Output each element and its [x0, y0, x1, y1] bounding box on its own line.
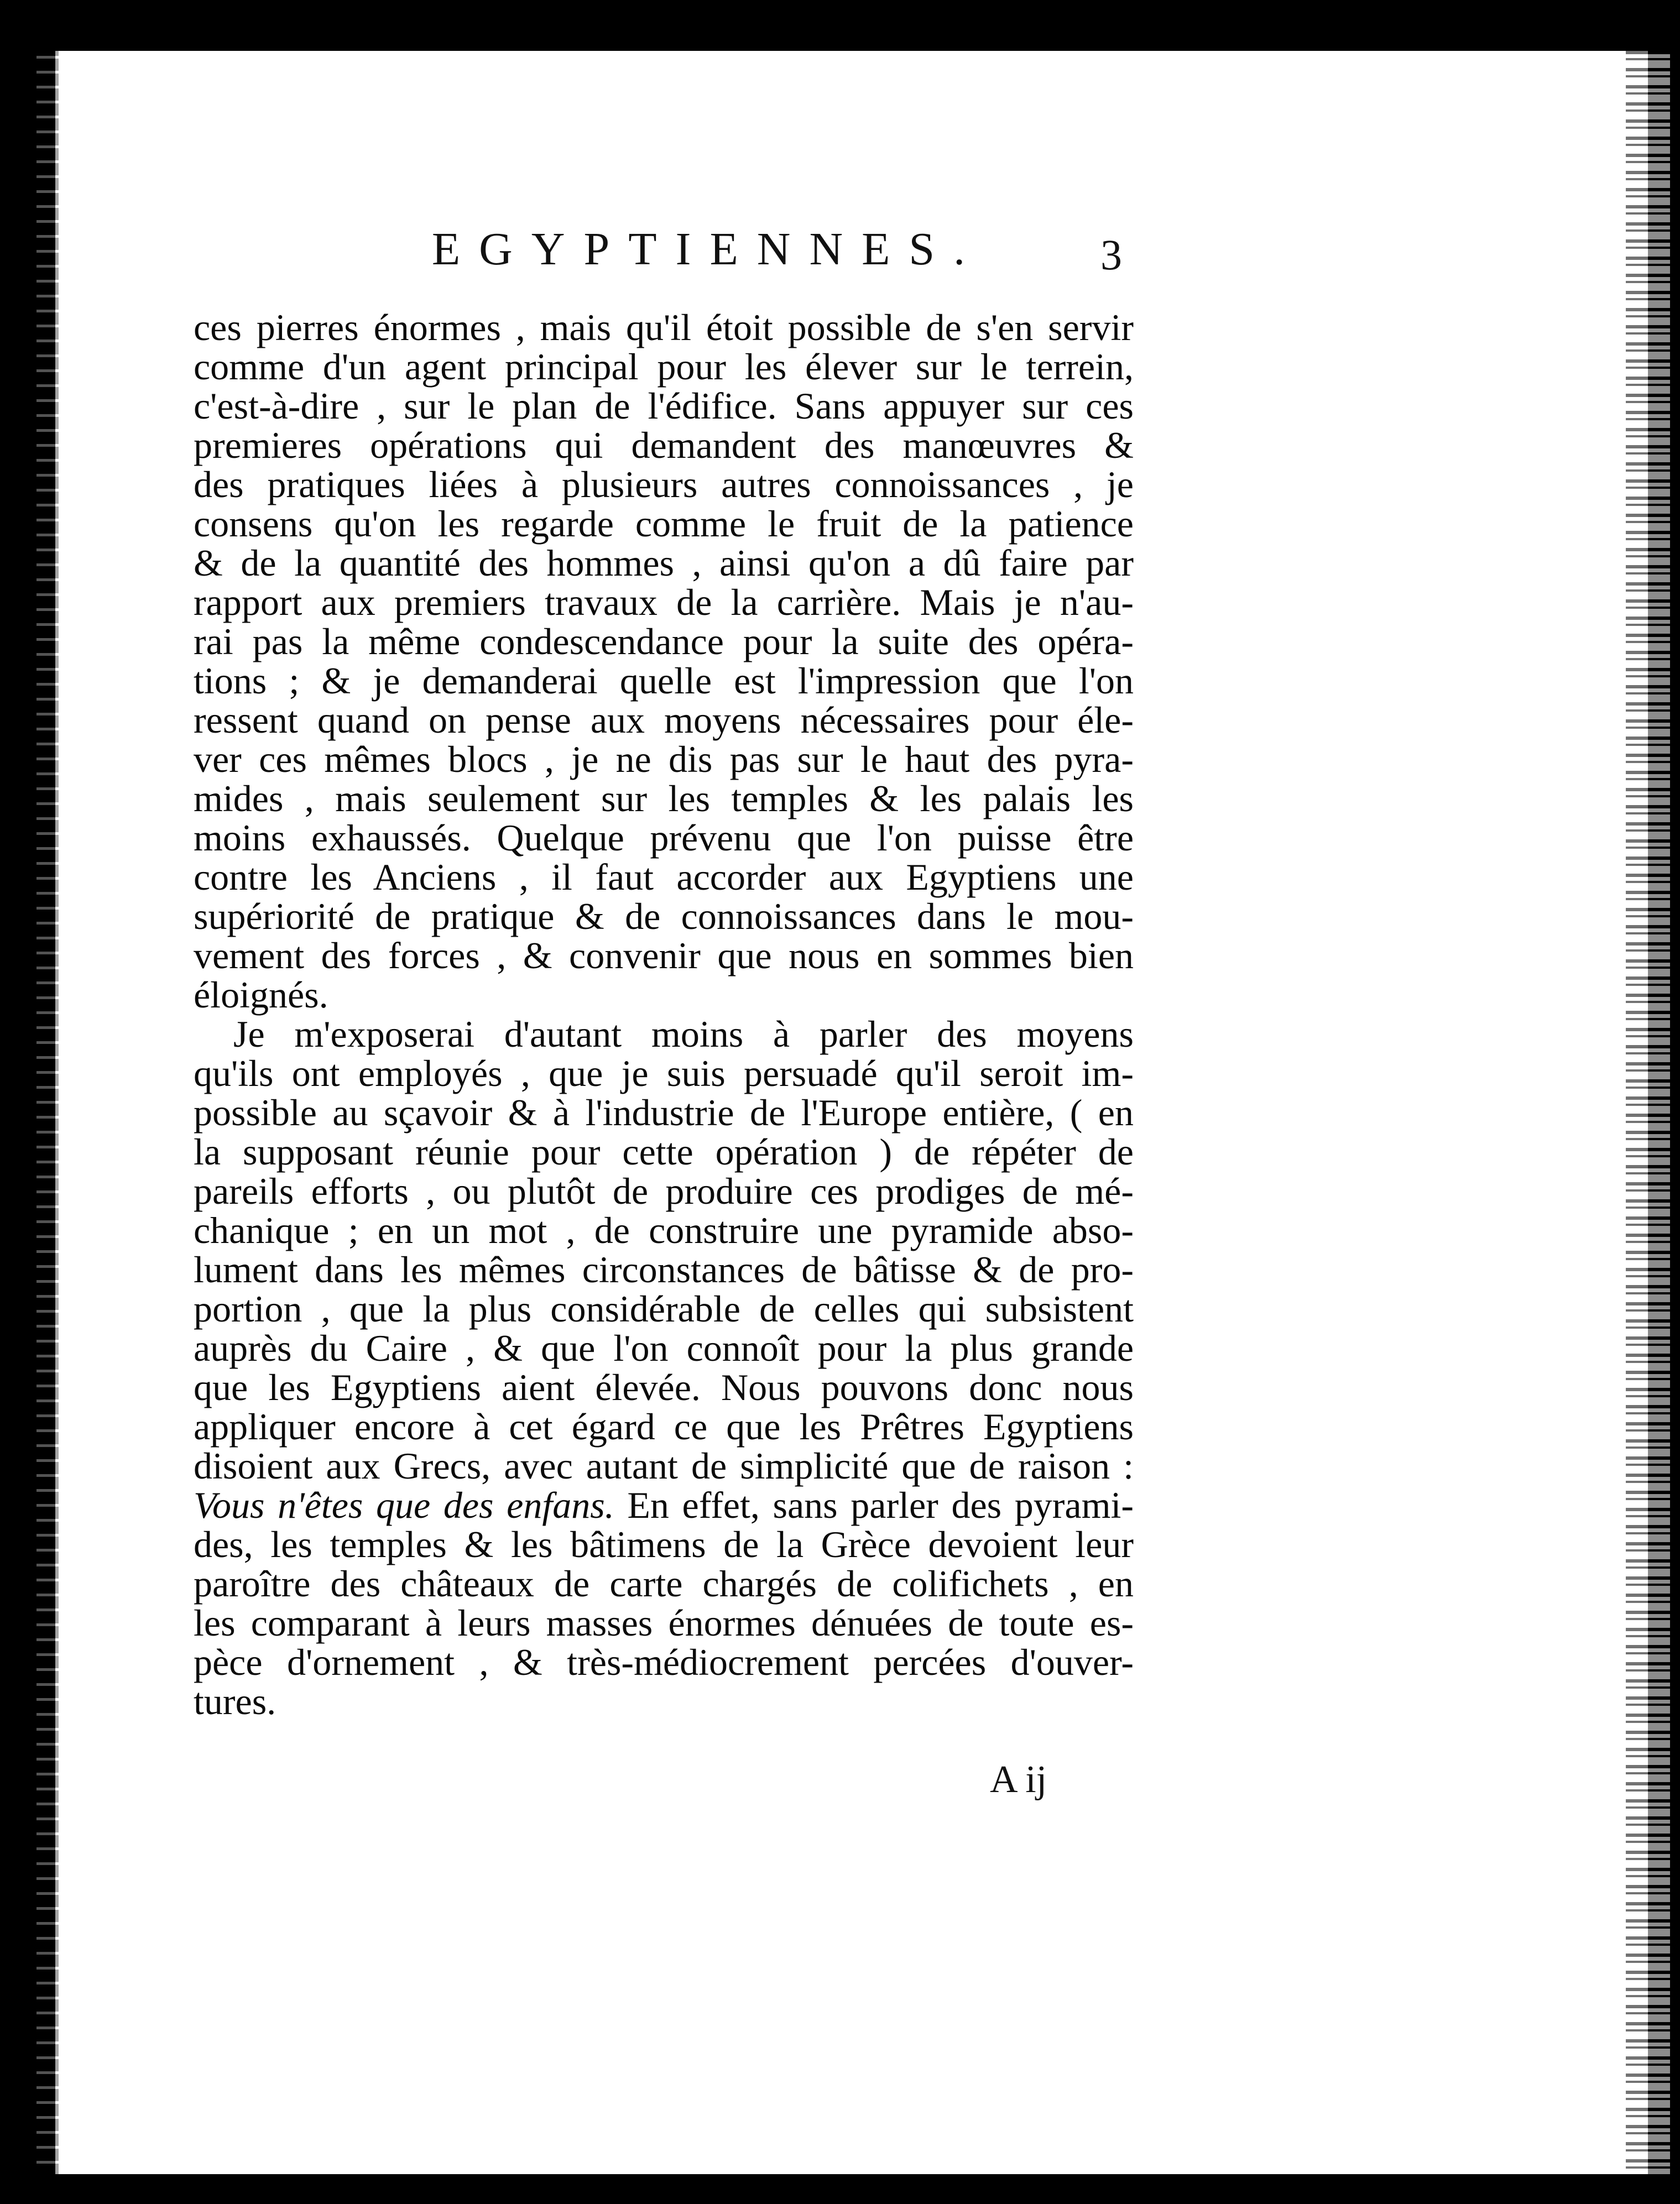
text-line: lument dans les mêmes circonstances de bâtisse & de pro- — [194, 1249, 1134, 1291]
text-line: tions ; & je demanderai quelle est l'impression que l'on — [194, 660, 1134, 702]
text-line: que les Egyptiens aient élevée. Nous pouvons donc nous — [194, 1366, 1134, 1408]
text-line: consens qu'on les regarde comme le fruit de la patience — [194, 503, 1134, 545]
text-line: mides , mais seulement sur les temples & les palais les — [194, 777, 1134, 819]
page-number: 3 — [1100, 231, 1122, 279]
text-line: premieres opérations qui demandent des manœuvres & — [194, 424, 1134, 466]
text-line: rai pas la même condescendance pour la suite des opéra- — [194, 620, 1134, 662]
text-line: possible au sçavoir & à l'industrie de l'Europe entière, ( en — [194, 1091, 1134, 1134]
text-fragment: En effet, sans parler des pyrami- — [614, 1484, 1134, 1526]
text-line: tures. — [194, 1680, 276, 1722]
body-text — [194, 308, 1134, 1721]
text-line: rapport aux premiers travaux de la carrière. Mais je n'au- — [194, 581, 1134, 623]
text-line: ver ces mêmes blocs , je ne dis pas sur le haut des pyra- — [194, 738, 1134, 780]
text-line: moins exhaussés. Quelque prévenu que l'on puisse être — [194, 817, 1134, 859]
text-line: pareils efforts , ou plutôt de produire ces prodiges de mé- — [194, 1170, 1134, 1212]
text-line: portion , que la plus considérable de celles qui subsistent — [194, 1288, 1134, 1330]
text-line: c'est-à-dire , sur le plan de l'édifice. Sans appuyer sur ces — [194, 385, 1134, 427]
text-line: éloignés. — [194, 974, 328, 1016]
paragraph-1 — [194, 308, 1134, 1015]
text-line: ressent quand on pense aux moyens nécessaires pour éle- — [194, 699, 1134, 741]
text-line: des, les temples & les bâtimens de la Grèce devoient leur — [194, 1523, 1134, 1565]
signature-mark: A ij — [990, 1758, 1047, 1801]
italic-quote: Vous n'êtes que des enfans. — [194, 1484, 614, 1526]
text-line: pèce d'ornement , & très-médiocrement percées d'ouver- — [194, 1641, 1134, 1683]
page-right-edge-shadow — [1626, 51, 1670, 2174]
text-line: Je m'exposerai d'autant moins à parler des moyens — [233, 1013, 1134, 1055]
text-line: qu'ils ont employés , que je suis persuadé qu'il seroit im- — [194, 1052, 1134, 1094]
text-line: appliquer encore à cet égard ce que les Prêtres Egyptiens — [194, 1406, 1134, 1448]
page-header — [55, 222, 1648, 289]
running-title: EGYPTIENNES. — [431, 223, 984, 275]
text-line: contre les Anciens , il faut accorder aux Egyptiens une — [194, 856, 1134, 898]
text-line-with-italic — [194, 1486, 1134, 1525]
text-line: paroître des châteaux de carte chargés de colifichets , en — [194, 1563, 1134, 1605]
text-line: auprès du Caire , & que l'on connoît pour la plus grande — [194, 1327, 1134, 1369]
book-page — [55, 51, 1648, 2174]
text-line: ces pierres énormes , mais qu'il étoit possible de s'en servir — [194, 306, 1134, 348]
text-line: supériorité de pratique & de connoissances dans le mou- — [194, 895, 1134, 937]
paragraph-2 — [194, 1015, 1134, 1721]
text-line: chanique ; en un mot , de construire une pyramide abso- — [194, 1209, 1134, 1251]
text-line: vement des forces , & convenir que nous en sommes bien — [194, 934, 1134, 976]
text-line: comme d'un agent principal pour les élever sur le terrein, — [194, 346, 1134, 388]
page-left-edge-shadow — [36, 51, 59, 2174]
text-line: les comparant à leurs masses énormes dénuées de toute es- — [194, 1602, 1134, 1644]
text-line: disoient aux Grecs, avec autant de simplicité que de raison : — [194, 1445, 1134, 1487]
text-line: la supposant réunie pour cette opération ) de répéter de — [194, 1131, 1134, 1173]
text-line: & de la quantité des hommes , ainsi qu'on a dû faire par — [194, 542, 1134, 584]
text-line: des pratiques liées à plusieurs autres connoissances , je — [194, 463, 1134, 505]
